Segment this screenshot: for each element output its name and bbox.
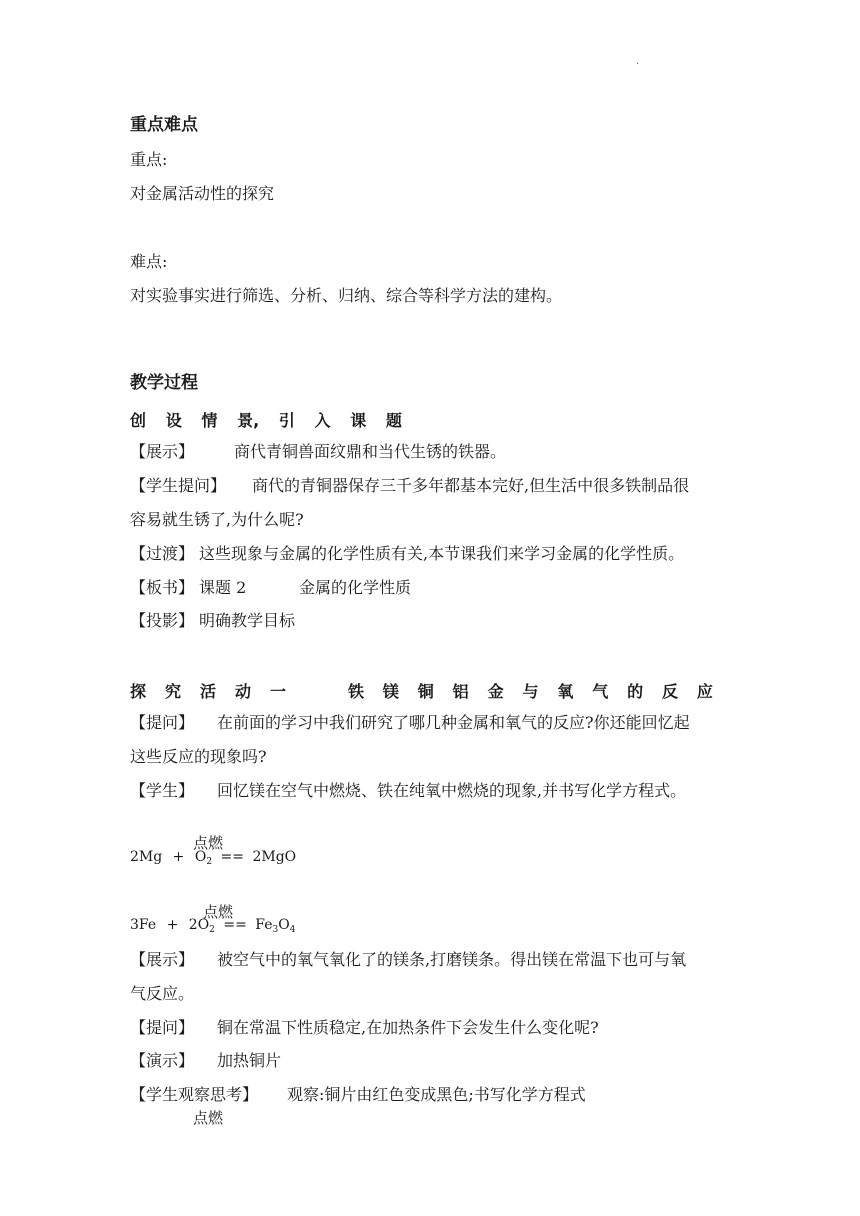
section2-char: 的 <box>627 682 644 701</box>
observe-tag: 【学生观察思考】 <box>130 1085 259 1104</box>
show2-line1: 被空气中的氧气氧化了的镁条,打磨镁条。得出镁在常温下也可与氧 <box>217 950 687 969</box>
section2-char: 动 <box>234 682 251 701</box>
focus-heading: 重点难点 <box>130 115 198 135</box>
eq2-condition: 点燃 <box>203 903 234 921</box>
difficulty-label: 难点: <box>130 252 168 271</box>
section2-title-left <box>130 679 286 702</box>
section2-char: 铁 <box>348 682 365 701</box>
eq2-arrow: == <box>223 917 247 933</box>
section1-char: 情 <box>201 411 218 430</box>
projection-text: 明确教学目标 <box>199 611 296 630</box>
eq2-lhs1: 3Fe <box>130 917 157 933</box>
process-heading: 教学过程 <box>130 373 198 393</box>
eq1-lhs1: 2Mg <box>130 849 163 865</box>
board-title: 金属的化学性质 <box>299 578 412 597</box>
equation-2 <box>130 917 295 935</box>
show2-tag: 【展示】 <box>130 950 195 969</box>
question2-tag: 【提问】 <box>130 1018 195 1037</box>
section2-char: 应 <box>696 682 713 701</box>
eq1-rhs: 2MgO <box>252 849 297 865</box>
section2-char: 镁 <box>382 682 399 701</box>
section1-char: 引 <box>278 411 295 430</box>
ask1-tag: 【学生提问】 <box>130 476 227 495</box>
eq2-rhs-b: O <box>278 917 290 933</box>
observe-text: 观察:铜片由红色变成黑色;书写化学方程式 <box>287 1085 586 1104</box>
section1-char: 创 <box>130 411 147 430</box>
eq2-rhs-sub2: 4 <box>289 925 296 935</box>
section2-char: 活 <box>199 682 216 701</box>
eq1-condition: 点燃 <box>193 834 224 852</box>
section2-char: 铜 <box>417 682 434 701</box>
section2-char: 气 <box>592 682 609 701</box>
section2-char: 与 <box>522 682 539 701</box>
eq2-lhs2: 2O <box>188 917 210 933</box>
ask1-line1: 商代的青铜器保存三千多年都基本完好,但生活中很多铁制品很 <box>252 476 690 495</box>
section2-char: 金 <box>487 682 504 701</box>
eq1-arrow: == <box>220 849 244 865</box>
show1-tag: 【展示】 <box>130 442 195 461</box>
eq1-plus: + <box>172 849 185 865</box>
eq2-lhs2-sub: 2 <box>209 925 215 935</box>
eq1-lhs2-sub: 2 <box>206 857 213 867</box>
question1-tag: 【提问】 <box>130 713 195 732</box>
board-lesson: 课题 2 <box>199 578 247 597</box>
student1-text: 回忆镁在空气中燃烧、铁在纯氧中燃烧的现象,并书写化学方程式。 <box>217 781 687 800</box>
section2-char: 铝 <box>452 682 469 701</box>
student1-tag: 【学生】 <box>130 781 195 800</box>
section1-char: 设 <box>165 411 182 430</box>
board-tag: 【板书】 <box>130 578 195 597</box>
key-text: 对金属活动性的探究 <box>130 184 275 203</box>
demo-text: 加热铜片 <box>217 1051 282 1070</box>
question2-text: 铜在常温下性质稳定,在加热条件下会发生什么变化呢? <box>217 1018 599 1037</box>
page-dot: . <box>636 56 640 67</box>
projection-tag: 【投影】 <box>130 611 195 630</box>
section1-char: 题 <box>385 411 402 430</box>
section1-char: 课 <box>350 411 367 430</box>
section2-char: 反 <box>662 682 679 701</box>
question1-line2: 这些反应的现象吗? <box>130 747 267 766</box>
section2-char: 氧 <box>557 682 574 701</box>
transition-tag: 【过渡】 <box>130 544 195 563</box>
demo-tag: 【演示】 <box>130 1051 195 1070</box>
section1-char: 入 <box>314 411 331 430</box>
eq2-rhs-a: Fe <box>255 917 273 933</box>
section1-title <box>130 408 402 431</box>
show2-line2: 气反应。 <box>130 984 195 1003</box>
ask1-line2: 容易就生锈了,为什么呢? <box>130 510 304 529</box>
eq2-rhs-sub1: 3 <box>272 925 279 935</box>
show1-text: 商代青铜兽面纹鼎和当代生锈的铁器。 <box>234 442 507 461</box>
question1-line1: 在前面的学习中我们研究了哪几种金属和氧气的反应?你还能回忆起 <box>217 713 690 732</box>
section1-char: 景, <box>237 411 260 430</box>
equation-1 <box>130 849 296 867</box>
eq2-plus: + <box>166 917 179 933</box>
difficulty-text: 对实验事实进行筛选、分析、归纳、综合等科学方法的建构。 <box>130 286 563 305</box>
section2-title-right <box>348 679 713 702</box>
eq1-lhs2: O <box>194 849 207 865</box>
section2-char: 一 <box>269 682 286 701</box>
transition-text: 这些现象与金属的化学性质有关,本节课我们来学习金属的化学性质。 <box>199 544 685 563</box>
section2-char: 探 <box>130 682 147 701</box>
key-label: 重点: <box>130 150 168 169</box>
eq3-condition: 点燃 <box>193 1109 224 1127</box>
section2-char: 究 <box>164 682 181 701</box>
